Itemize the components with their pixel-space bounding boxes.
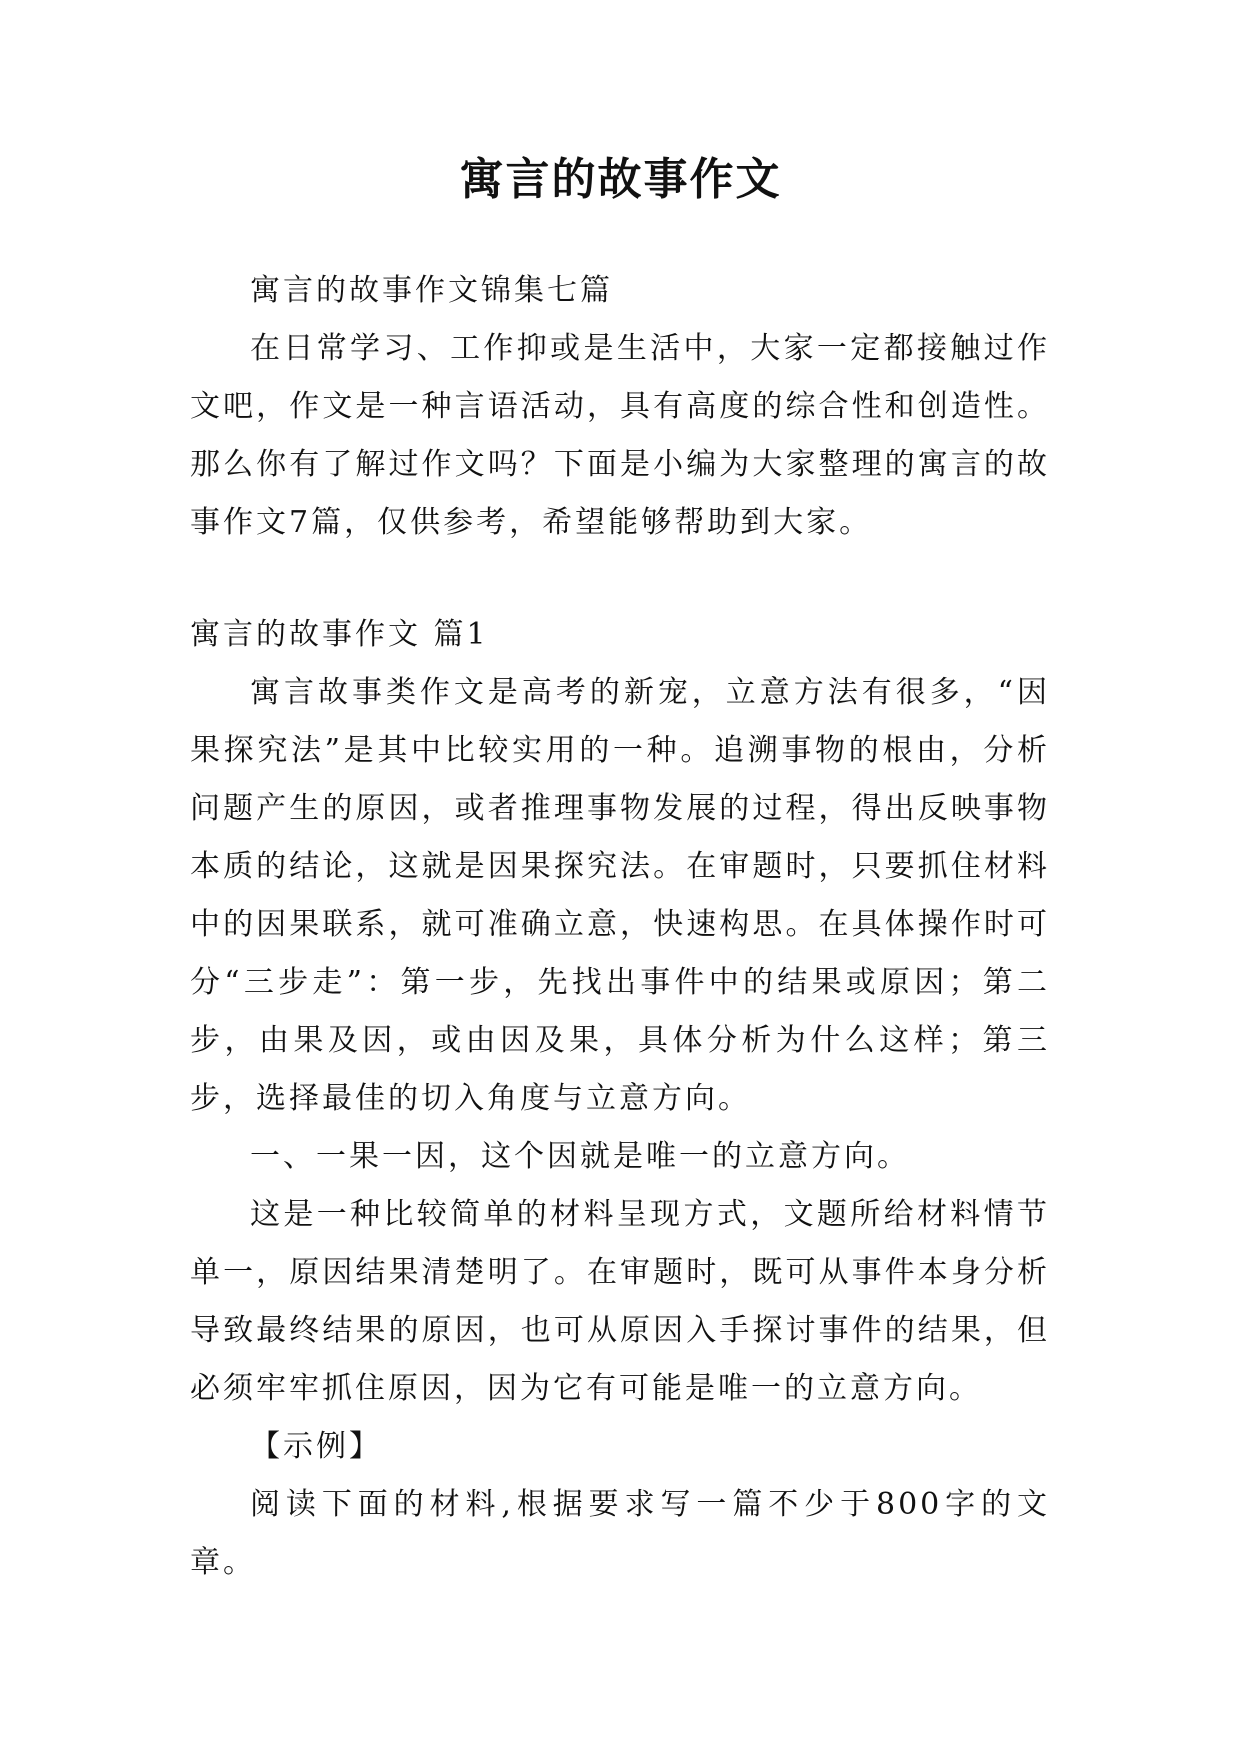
section-heading: 寓言的故事作文 篇1 [190,617,489,652]
document-body [190,262,1050,1592]
section-paragraph-1: 寓言故事类作文是高考的新宠，立意方法有很多，“因果探究法”是其中比较实用的一种。追溯事物的根由，分析问题产生的原因，或者推理事物发展的过程，得出反映事物本质的结论，这就是因果探究法。在审题时，只要抓住材料中的因果联系，就可准确立意，快速构思。在具体操作时可分“三步走”：第一步，先找出事件中的结果或原因；第二步，由果及因，或由因及果，具体分析为什么这样；第三步，选择最佳的切入角度与立意方向。 [190,675,1050,1116]
example-label: 【示例】 [250,1429,382,1464]
intro-paragraph: 在日常学习、工作抑或是生活中，大家一定都接触过作文吧，作文是一种言语活动，具有高度的综合性和创造性。那么你有了解过作文吗？下面是小编为大家整理的寓言的故事作文7篇，仅供参考，希望能够帮助到大家。 [190,331,1050,540]
section-paragraph-2: 一、一果一因，这个因就是唯一的立意方向。 [250,1139,910,1174]
section-paragraph-3: 这是一种比较简单的材料呈现方式，文题所给材料情节单一，原因结果清楚明了。在审题时，既可从事件本身分析导致最终结果的原因，也可从原因入手探讨事件的结果，但必须牢牢抓住原因，因为它有可能是唯一的立意方向。 [190,1197,1050,1406]
intro-subtitle: 寓言的故事作文锦集七篇 [250,273,613,308]
paragraph-gap [190,552,1050,606]
document-title: 寓言的故事作文 [459,154,782,205]
section-paragraph-5: 阅读下面的材料,根据要求写一篇不少于800字的文章。 [190,1487,1050,1580]
